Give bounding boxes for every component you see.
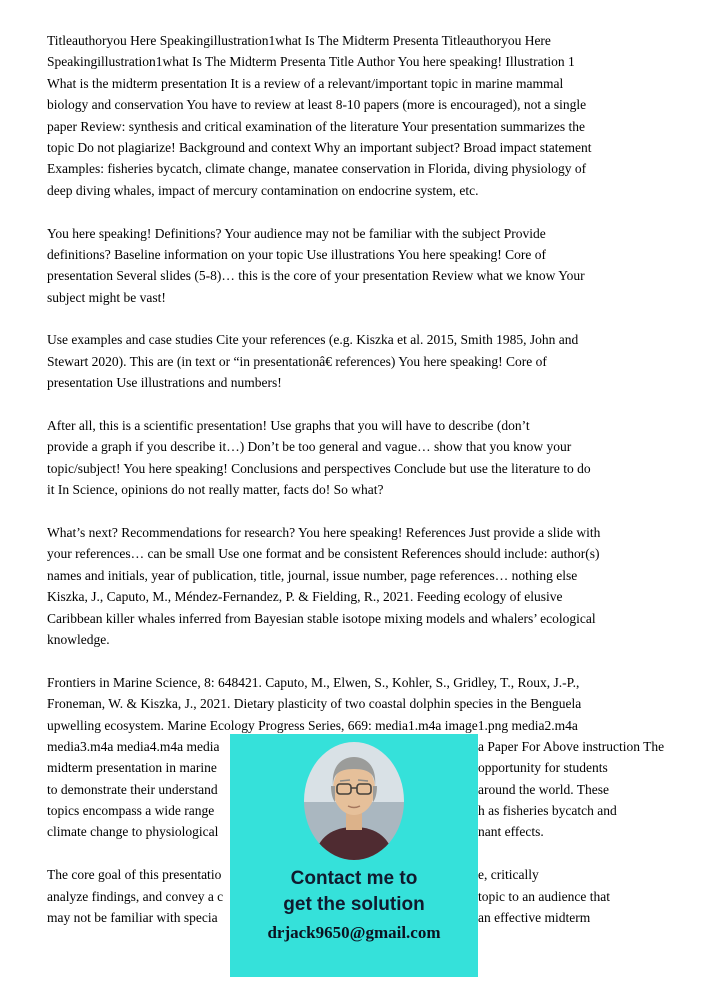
text-line: provide a graph if you describe it…) Don’t be too general and vague… show that you know your [47, 439, 572, 455]
text-line: Titleauthoryou Here Speakingillustration1what Is The Midterm Presenta Titleauthoryou Here [47, 33, 551, 48]
text-line: presentation Use illustrations and numbers! [47, 375, 282, 391]
text-line: You here speaking! Definitions? Your audience may not be familiar with the subject Provide [47, 225, 546, 241]
text-line: Caribbean killer whales inferred from Bayesian stable isotope mixing models and whalers’ ecological [47, 610, 596, 626]
text-line: your references… can be small Use one format and be consistent References should include: author(s) [47, 546, 600, 562]
text-fragment-left: media3.m4a media4.m4a media [47, 738, 220, 754]
text-line: names and initials, year of publication, title, journal, issue number, page references… nothing else [47, 567, 578, 583]
text-line: deep diving whales, impact of mercury contamination on endocrine system, etc. [47, 182, 479, 198]
contact-heading-line1: Contact me to [290, 868, 418, 889]
text-line: Kiszka, J., Caputo, M., Méndez-Fernandez, P. & Fielding, R., 2021. Feeding ecology of elusive [47, 589, 563, 605]
person-photo [304, 742, 404, 860]
text-fragment-right: e, critically [478, 867, 539, 883]
text-fragment-right: opportunity for students [478, 760, 608, 776]
contact-overlay [230, 734, 478, 977]
text-line: What’s next? Recommendations for research? You here speaking! References Just provide a slide with [47, 524, 601, 540]
paragraph [47, 329, 661, 393]
text-line: Frontiers in Marine Science, 8: 648421. Caputo, M., Elwen, S., Kohler, S., Gridley, T., Roux, J.-P., [47, 674, 580, 690]
paragraph [47, 30, 661, 201]
contact-heading-line2: get the solution [283, 894, 425, 915]
text-line: What is the midterm presentation It is a review of a relevant/important topic in marine mammal [47, 75, 564, 91]
contact-email: drjack9650@gmail.com [267, 923, 441, 942]
text-fragment-left: climate change to physiological [47, 824, 219, 840]
paragraph [47, 522, 661, 650]
text-fragment-left: The core goal of this presentatio [47, 867, 222, 883]
text-fragment-right: around the world. These [478, 781, 609, 797]
text-fragment-left: topics encompass a wide range [47, 803, 215, 819]
text-line: Stewart 2020). This are (in text or “in presentationâ€ references) You here speaking! Core of [47, 353, 547, 369]
text-fragment-left: may not be familiar with specia [47, 910, 218, 926]
text-line: Examples: fisheries bycatch, climate change, manatee conservation in Florida, diving physiology of [47, 161, 587, 177]
paragraph [47, 223, 661, 309]
text-fragment-right: h as fisheries bycatch and [478, 803, 617, 819]
contact-heading [283, 866, 424, 918]
person-photo-graphic [304, 742, 404, 860]
text-line: After all, this is a scientific presentation! Use graphs that you will have to describe (don’t [47, 418, 530, 434]
paragraph [47, 415, 661, 501]
text-line: Use examples and case studies Cite your references (e.g. Kiszka et al. 2015, Smith 1985, John and [47, 332, 579, 348]
text-line: presentation Several slides (5-8)… this is the core of your presentation Review what we know Your [47, 268, 585, 284]
text-fragment-right: an effective midterm [478, 910, 591, 926]
text-fragment-right: nant effects. [478, 824, 544, 840]
text-fragment-right: topic to an audience that [478, 888, 610, 904]
text-line: Froneman, W. & Kiszka, J., 2021. Dietary plasticity of two coastal dolphin species in the Benguela [47, 696, 582, 712]
text-line: topic Do not plagiarize! Background and context Why an important subject? Broad impact statement [47, 139, 592, 155]
text-line: subject might be vast! [47, 289, 166, 305]
text-line: definitions? Baseline information on your topic Use illustrations You here speaking! Core of [47, 246, 547, 262]
text-line: it In Science, opinions do not really matter, facts do! So what? [47, 482, 384, 498]
text-fragment-left: analyze findings, and convey a c [47, 888, 224, 904]
text-line: knowledge. [47, 631, 110, 647]
text-line: paper Review: synthesis and critical examination of the literature Your presentation summarizes the [47, 118, 585, 134]
text-line: biology and conservation You have to review at least 8-10 papers (more is encouraged), not a single [47, 97, 587, 113]
text-line: Speakingillustration1what Is The Midterm Presenta Title Author You here speaking! Illustration 1 [47, 54, 575, 70]
text-fragment-left: midterm presentation in marine [47, 760, 217, 776]
text-fragment-left: to demonstrate their understand [47, 781, 218, 797]
text-fragment-right: a Paper For Above instruction The [478, 738, 665, 754]
text-line: topic/subject! You here speaking! Conclusions and perspectives Conclude but use the literature to do [47, 460, 591, 476]
text-line: upwelling ecosystem. Marine Ecology Progress Series, 669: media1.m4a image1.png media2.m4a [47, 717, 578, 733]
